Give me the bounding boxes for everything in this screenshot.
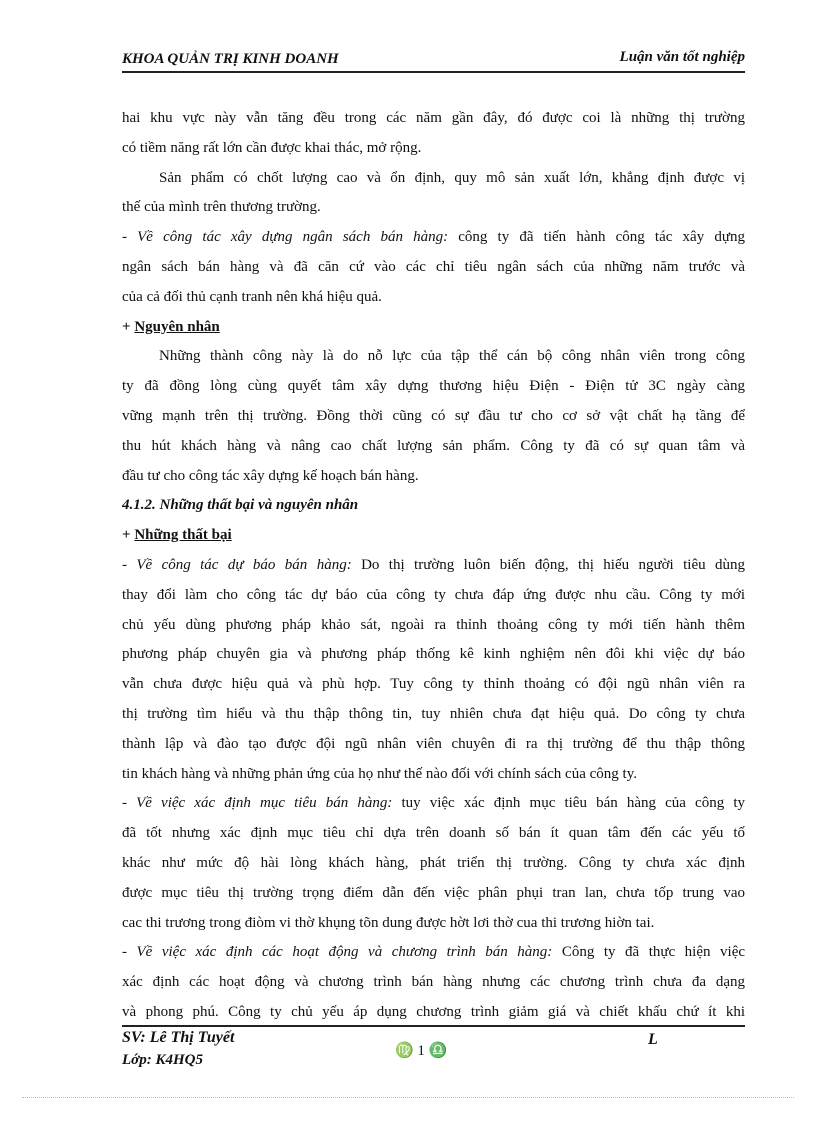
topic-label: - Về việc xác định các hoạt động và chương trình bán hàng: (122, 944, 553, 961)
text-line: phương pháp chuyên gia và phương pháp thống kê kinh nghiệm nên đôi khi việc dự báo (122, 646, 745, 663)
header-doc-type: Luận văn tốt nghiệp (619, 49, 745, 65)
footer-student-name: SV: Lê Thị Tuyết (122, 1029, 235, 1046)
text-line (122, 789, 745, 819)
footer-letter: L (648, 1031, 658, 1048)
text-line: hai khu vực này vẫn tăng đều trong các năm gần đây, đó được coi là những thị trường (122, 110, 745, 126)
text-line: vững mạnh trên thị trường. Đồng thời cũng có sự đầu tư cho cơ sở vật chất hạ tầng để (122, 407, 745, 424)
text-line: thị trường tìm hiểu và thu thập thông tin, tuy nhiên chưa đạt hiệu quả. Do công ty chưa (122, 705, 745, 722)
text-line: đầu tư cho công tác xây dựng kế hoạch bán hàng. (122, 467, 419, 484)
text-line (122, 551, 745, 581)
text-line: ty đã đồng lòng cùng quyết tâm xây dựng thương hiệu Điện - Điện tử 3C ngày càng (122, 378, 745, 395)
text-line: thay đổi làm cho công tác dự báo của công ty chưa đáp ứng được nhu cầu. Công ty mới (122, 586, 745, 603)
subheading-text: Những thất bại (134, 527, 232, 544)
text-line: cac thi trương trong điòm vi thờ khụng tõn dung được hờt lơi thờ cua thi trương hiờn tai. (122, 914, 655, 931)
footer-class: Lớp: K4HQ5 (122, 1052, 203, 1068)
page-number: ♍ 1 ♎ (395, 1043, 448, 1059)
text-line: ngân sách bán hàng và đã căn cứ vào các chỉ tiêu ngân sách của những năm trước và (122, 258, 745, 275)
page-edge-dots (22, 1097, 794, 1098)
text-line: có tiềm năng rất lớn cần được khai thác, mở rộng. (122, 139, 422, 156)
text-span: công ty đã tiến hành công tác xây dựng (448, 229, 745, 246)
text-line: được mục tiêu thị trường trọng điểm dẫn đến việc phân phụi tran lan, chưa tốp trung vao (122, 884, 745, 901)
page-header (122, 49, 745, 73)
text-line: Những thành công này là do nỗ lực của tập thể cán bộ công nhân viên trong công (159, 348, 745, 365)
topic-label: - Về công tác xây dựng ngân sách bán hàng: (122, 229, 449, 246)
text-line: thế của mình trên thương trường. (122, 199, 321, 216)
topic-label: - Về việc xác định mục tiêu bán hàng: (122, 795, 393, 812)
text-line: khác như mức độ hài lòng khách hàng, phát triển thị trường. Công ty chưa xác định (122, 854, 745, 871)
text-line: tin khách hàng và những phản ứng của họ như thế nào đối với chính sách của công ty. (122, 765, 637, 782)
header-faculty: KHOA QUẢN TRỊ KINH DOANH (122, 51, 339, 67)
text-span: Do thị trường luôn biến động, thị hiếu người tiêu dùng (351, 556, 745, 573)
section-heading: 4.1.2. Những thất bại và nguyên nhân (122, 497, 359, 514)
text-line: Sản phẩm có chốt lượng cao và ổn định, quy mô sản xuất lớn, khẳng định được vị (159, 169, 745, 186)
subheading-failures (122, 521, 745, 551)
text-span: Công ty đã thực hiện việc (552, 944, 745, 961)
text-line (122, 938, 745, 968)
text-line (122, 223, 745, 253)
text-line: xác định các hoạt động và chương trình bán hàng nhưng các chương trình chưa đa dạng (122, 974, 745, 991)
text-line: của cả đối thủ cạnh tranh nên khá hiệu quả. (122, 288, 382, 305)
topic-label: - Về công tác dự báo bán hàng: (122, 556, 352, 573)
subheading-text: Nguyên nhân (134, 318, 220, 335)
text-line: đã tốt nhưng xác định mục tiêu chỉ dựa trên doanh số bán ít quan tâm đến các yếu tố (122, 825, 745, 842)
text-span: tuy việc xác định mục tiêu bán hàng của công ty (392, 795, 745, 812)
footer-rule (122, 1025, 745, 1027)
text-line: chủ yếu dùng phương pháp khảo sát, ngoài ra thỉnh thoảng công ty mới tiến hành thêm (122, 616, 745, 633)
text-line: thành lập và đào tạo được đội ngũ nhân viên chuyên đi ra thị trường để thu thập thông (122, 735, 745, 752)
subheading-prefix: + (122, 527, 135, 544)
text-line: vẫn chưa được hiệu quả và phù hợp. Tuy công ty thỉnh thoảng có đội ngũ nhân viên ra (122, 676, 745, 693)
subheading-cause (122, 313, 745, 343)
subheading-prefix: + (122, 318, 135, 335)
document-body (122, 104, 745, 1028)
text-line: thu hút khách hàng và nâng cao chất lượng sản phẩm. Công ty đã có sự quan tâm và (122, 437, 745, 454)
text-line: và phong phú. Công ty chủ yếu áp dụng chương trình giảm giá và chiết khấu chứ ít khi (122, 1003, 745, 1020)
